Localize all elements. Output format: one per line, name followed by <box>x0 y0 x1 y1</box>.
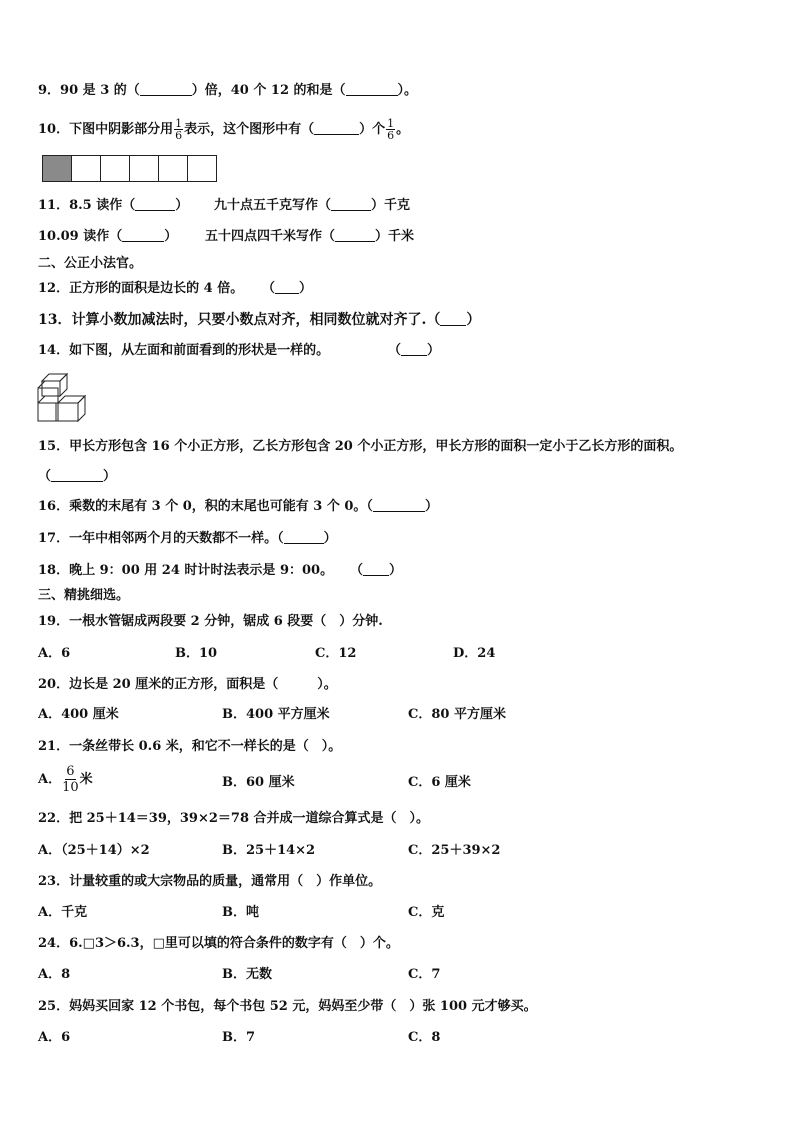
question-14-answer: （ ） <box>388 343 441 358</box>
answer-blank[interactable] <box>51 469 103 482</box>
option-c[interactable]: C．12 <box>315 646 357 661</box>
answer-blank[interactable] <box>335 229 375 242</box>
answer-blank[interactable] <box>314 122 359 135</box>
fraction: $\frac{1}{6}$ <box>175 117 183 142</box>
fraction: $\frac{1}{6}$ <box>387 117 395 142</box>
option-a[interactable]: A．6 <box>38 1030 71 1045</box>
answer-blank[interactable] <box>275 281 299 294</box>
question-12: 12．正方形的面积是边长的 4 倍。 <box>38 281 244 296</box>
option-c[interactable]: C．克 <box>408 905 445 920</box>
option-b[interactable]: B．吨 <box>222 905 259 920</box>
question-11: 11．8.5 读作（ ） <box>38 198 189 213</box>
option-a[interactable]: A． $\frac{6}{10}$ 米 <box>38 764 93 795</box>
question-20: 20．边长是 20 厘米的正方形，面积是（ ）。 <box>38 677 337 692</box>
option-a[interactable]: A．千克 <box>38 905 88 920</box>
fraction: $\frac{6}{10}$ <box>62 764 79 795</box>
cell <box>100 155 130 182</box>
answer-blank[interactable] <box>363 563 389 576</box>
cell <box>187 155 217 182</box>
option-c[interactable]: C．80 平方厘米 <box>408 707 506 722</box>
question-9: 9．90 是 3 的（ ）倍，40 个 12 的和是（ ）。 <box>38 83 418 98</box>
question-17: 17．一年中相邻两个月的天数都不一样。（ ） <box>38 531 337 546</box>
cell <box>71 155 101 182</box>
question-12-answer: （ ） <box>262 281 313 296</box>
question-25: 25．妈妈买回家 12 个书包，每个书包 52 元，妈妈至少带（ ）张 100 元才够买。 <box>38 999 537 1014</box>
answer-blank[interactable] <box>122 229 164 242</box>
question-22: 22．把 25＋14＝39，39×2＝78 合并成一道综合算式是（ ）。 <box>38 811 430 826</box>
answer-blank[interactable] <box>373 499 425 512</box>
question-15: 15．甲长方形包含 16 个小正方形，乙长方形包含 20 个小正方形，甲长方形的面积一定小于乙长方形的面积。 <box>38 439 683 454</box>
option-c[interactable]: C．25＋39×2 <box>408 843 501 858</box>
question-11-part-2: 九十点五千克写作（ ）千克 <box>214 198 411 213</box>
question-16: 16．乘数的末尾有 3 个 0，积的末尾也可能有 3 个 0。（ ） <box>38 499 438 514</box>
option-a[interactable]: A．（25＋14）×2 <box>38 843 150 858</box>
stacked-cubes-figure <box>36 373 88 425</box>
answer-blank[interactable] <box>440 313 466 326</box>
question-23: 23．计量较重的或大宗物品的质量，通常用（ ）作单位。 <box>38 874 382 889</box>
option-b[interactable]: B．60 厘米 <box>222 775 295 790</box>
question-18-answer: （ ） <box>350 563 403 578</box>
section-3-heading: 三、精挑细选。 <box>38 588 130 603</box>
option-d[interactable]: D．24 <box>453 646 496 661</box>
answer-blank[interactable] <box>284 531 324 544</box>
shaded-strip-figure <box>43 155 217 182</box>
option-b[interactable]: B．10 <box>175 646 218 661</box>
question-11-b-part-2: 五十四点四千米写作（ ）千米 <box>205 229 415 244</box>
option-c[interactable]: C．7 <box>408 967 441 982</box>
question-15-answer: （ ） <box>38 469 117 484</box>
option-a[interactable]: A．6 <box>38 646 71 661</box>
question-24: 24．6.□3＞6.3，□里可以填的符合条件的数字有（ ）个。 <box>38 936 399 951</box>
option-b[interactable]: B．无数 <box>222 967 272 982</box>
answer-blank[interactable] <box>331 198 371 211</box>
question-18: 18．晚上 9：00 用 24 时计时法表示是 9：00。 <box>38 563 334 578</box>
answer-blank[interactable] <box>401 343 427 356</box>
section-2-heading: 二、公正小法官。 <box>38 256 143 271</box>
question-11-b: 10.09 读作（ ） <box>38 229 178 244</box>
option-c[interactable]: C．6 厘米 <box>408 775 471 790</box>
answer-blank[interactable] <box>135 198 175 211</box>
question-21: 21．一条丝带长 0.6 米，和它不一样长的是（ ）。 <box>38 739 342 754</box>
option-b[interactable]: B．25＋14×2 <box>222 843 316 858</box>
shaded-cell <box>42 155 72 182</box>
answer-blank[interactable] <box>346 83 398 96</box>
option-b[interactable]: B．400 平方厘米 <box>222 707 330 722</box>
question-19: 19．一根水管锯成两段要 2 分钟，锯成 6 段要（ ）分钟. <box>38 614 383 629</box>
option-a[interactable]: A．400 厘米 <box>38 707 119 722</box>
cell <box>129 155 159 182</box>
question-13: 13．计算小数加减法时，只要小数点对齐，相同数位就对齐了.（ ） <box>38 312 481 328</box>
question-10: 10．下图中阴影部分用 $\frac{1}{6}$ 表示，这个图形中有（ ）个 $\frac{1}{6}$ 。 <box>38 117 410 142</box>
answer-blank[interactable] <box>140 83 192 96</box>
option-b[interactable]: B．7 <box>222 1030 256 1045</box>
option-a[interactable]: A．8 <box>38 967 71 982</box>
cell <box>158 155 188 182</box>
option-c[interactable]: C．8 <box>408 1030 441 1045</box>
question-14: 14．如下图，从左面和前面看到的形状是一样的。 <box>38 343 330 358</box>
